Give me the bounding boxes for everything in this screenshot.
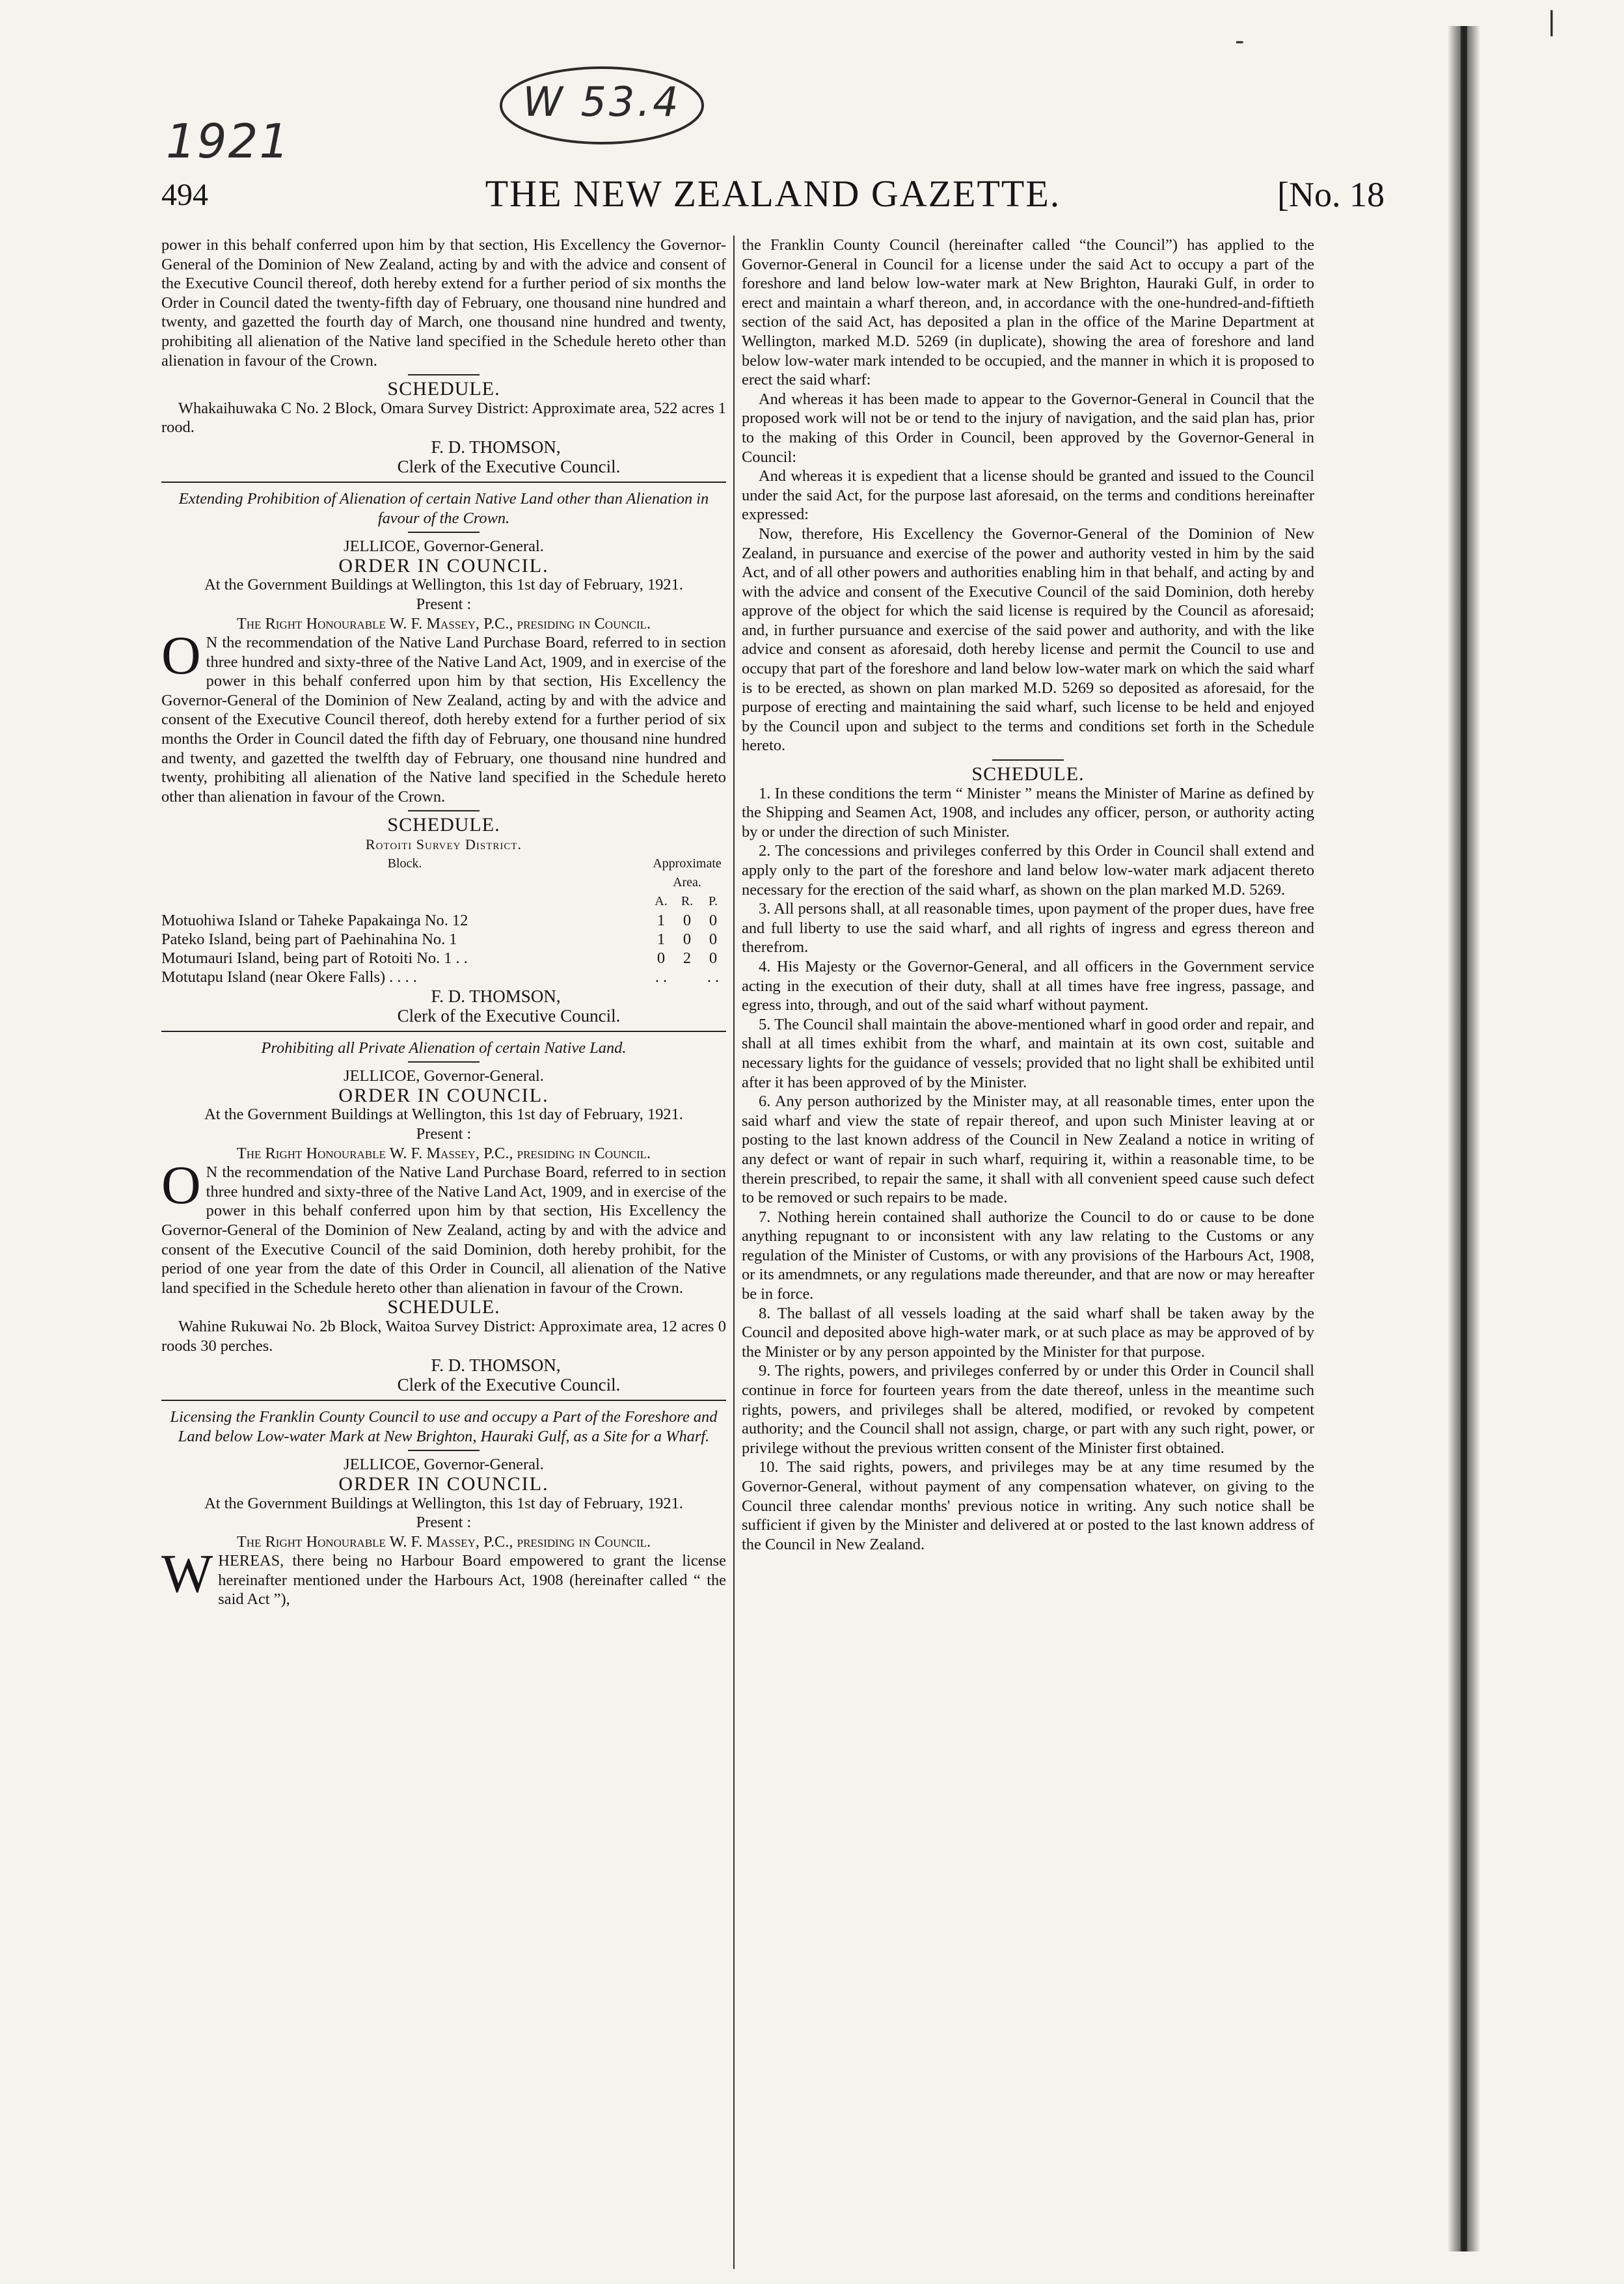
schedule-heading: SCHEDULE.: [387, 378, 500, 400]
column-header-area: Approximate Area.: [653, 856, 722, 890]
order-place-date: At the Government Buildings at Wellington, this 1st day of February, 1921.: [204, 1494, 683, 1512]
order-body-text: N the recommendation of the Native Land Purchase Board, referred to in section three hundred and sixty-three of the Native Land Act, 1909, and in exercise of the power in this behalf conferred upon him by that section, His Excellency the Governor-General of the Dominion of New Zealand, acting by and with the advice and consent of the Executive Council of the said Dominion, doth hereby prohibit, for the period of one year from the date of this Order in Council, all alienation of the Native land specified in the Schedule hereto other than alienation in favour of the Crown.: [161, 1163, 726, 1297]
issue-number: [No. 18: [1277, 175, 1385, 214]
governor-line: JELLICOE, Governor-General.: [344, 537, 544, 556]
condition-3: 3. All persons shall, at all reasonable times, upon payment of the proper dues, have free and full liberty to use the said wharf, and all rights of ingress and egress thereon and therefrom.: [742, 900, 1314, 957]
gazette-header: [161, 172, 1385, 221]
order-place-date: At the Government Buildings at Wellington, this 1st day of February, 1921.: [204, 1106, 683, 1124]
condition-7: 7. Nothing herein contained shall authorize the Council to do or cause to be done anything repugnant to or inconsistent with any law relating to the Customs or any regulation of the Minister of Customs, or with any provisions of the Harbours Act, 1908, or its amendmnets, or any regulations made thereunder, and that are now or may hereafter be in force.: [742, 1208, 1314, 1303]
order-paragraph: And whereas it has been made to appear to the Governor-General in Council that the proposed work will not be or tend to the injury of navigation, and the said plan has, prior to the making of this Order in Council, been approved by the Governor-General in Council:: [742, 390, 1314, 466]
condition-9: 9. The rights, powers, and privileges conferred by or under this Order in Council shall continue in force for fourteen years from the date thereof, unless in the meantime such rights, powers, and privileges shall be altered, modified, or revoked by competent authority; and the Council shall not assign, charge, or part with any such right, power, or privilege without the previous written consent of the Minister first obtained.: [742, 1362, 1314, 1457]
schedule-text: Wahine Rukuwai No. 2b Block, Waitoa Survey District: Approximate area, 12 acres 0 roods 30 perches.: [161, 1317, 726, 1355]
block-cell: Pateko Island, being part of Paehinahina No. 1: [161, 930, 457, 948]
order-paragraph: the Franklin County Council (hereinafter called “the Council”) has applied to the Governor-General in Council for a license under the said Act to occupy a part of the foreshore and land below low-water mark at New Brighton, Hauraki Gulf, in order to erect and maintain a wharf thereon, and, in accordance with the one-hundred-and-fiftieth section of the said Act, has deposited a plan in the office of the Marine Department at Wellington, marked M.D. 5269 (in duplicate), showing the area of foreshore and land below low-water mark intended to be occupied, and the manner in which it is proposed to erect the said wharf:: [742, 236, 1314, 389]
roods-cell: [674, 968, 700, 986]
order-heading: ORDER IN COUNCIL.: [338, 554, 549, 577]
unit-acres: A.: [655, 893, 668, 908]
schedule-district: Rotoiti Survey District.: [365, 836, 522, 853]
stray-mark: -: [1235, 26, 1245, 56]
block-cell: Motumauri Island, being part of Rotoiti No. 1 . .: [161, 949, 468, 967]
perches-cell: 0: [709, 911, 718, 929]
order-heading: ORDER IN COUNCIL.: [338, 1473, 549, 1495]
presiding-line: The Right Honourable W. F. Massey, P.C., presiding in Council.: [236, 1532, 651, 1551]
order-place-date: At the Government Buildings at Wellington, this 1st day of February, 1921.: [204, 576, 683, 594]
acres-cell: 0: [656, 949, 666, 967]
table-row: [161, 930, 726, 949]
unit-roods: R.: [681, 893, 694, 908]
roods-cell: 0: [683, 930, 692, 948]
present-label: Present :: [416, 1125, 472, 1143]
order-heading: ORDER IN COUNCIL.: [338, 1084, 549, 1106]
table-row: [161, 949, 726, 968]
right-column: [742, 236, 1314, 2272]
present-label: Present :: [416, 1514, 472, 1532]
presiding-line: The Right Honourable W. F. Massey, P.C., presiding in Council.: [236, 614, 651, 632]
handwritten-year: 1921: [166, 114, 291, 169]
stamp-text: W 53.4: [522, 78, 681, 126]
dash-rule: [408, 374, 480, 375]
order-body: [161, 625, 726, 806]
schedule-heading: SCHEDULE.: [387, 1296, 500, 1318]
section-rule: [161, 1031, 726, 1032]
signature-name: F. D. THOMSON,: [431, 1355, 561, 1376]
gazette-title: THE NEW ZEALAND GAZETTE.: [485, 172, 1061, 215]
order-paragraph: Now, therefore, His Excellency the Governor-General of the Dominion of New Zealand, in pursuance and exercise of the power and authority vested in him by the said Act, and of all other powers and authorities enabling him in that behalf, and acting by and with the advice and consent of the Executive Council of the said Dominion, doth hereby approve of the object for which the said license is required by the Council as aforesaid; and, in further pursuance and exercise of the said power and authority, and with the like advice and consent as aforesaid, doth hereby license and permit the Council to use and occupy that part of the foreshore and land below low-water mark on which the said wharf is to be erected, as shown on plan marked M.D. 5269 so deposited as aforesaid, for the purpose of erecting and maintaining the said wharf, such license to be held and enjoyed by the Council upon and subject to the terms and conditions set forth in the Schedule hereto.: [742, 524, 1314, 755]
dash-rule: [408, 1450, 480, 1451]
column-header-block: Block.: [387, 856, 422, 871]
condition-6: 6. Any person authorized by the Minister may, at all reasonable times, enter upon the said wharf and view the state of repair thereof, and upon such Minister leaving at or posting to the last known address of the Council in New Zealand a notice in writing of any defect or want of repair in such wharf, requiring it, within a reasonable time, to be therein prescribed, to repair the same, it shall with all convenient speed cause such defect to be removed or such repairs to be made.: [742, 1093, 1314, 1207]
acres-cell: 1: [656, 911, 666, 929]
signature-role: Clerk of the Executive Council.: [397, 1375, 621, 1395]
stray-mark-right: |: [1547, 7, 1556, 36]
drop-cap: O: [161, 1155, 201, 1216]
dash-rule: [992, 759, 1064, 761]
section-rule: [161, 1400, 726, 1401]
drop-cap: W: [161, 1543, 213, 1605]
binding-edge-icon: [1435, 26, 1493, 2251]
table-header-row: [161, 854, 726, 892]
signature-block: [161, 1355, 726, 1394]
perches-cell: . .: [707, 968, 720, 986]
present-label: Present :: [416, 595, 472, 613]
acres-cell: 1: [656, 930, 666, 948]
block-cell: Motutapu Island (near Okere Falls) . . . .: [161, 968, 417, 986]
roods-cell: 0: [683, 911, 692, 929]
signature-name: F. D. THOMSON,: [431, 986, 561, 1006]
schedule-heading: SCHEDULE.: [387, 814, 500, 836]
order-body: [161, 1543, 726, 1609]
column-divider: [733, 236, 735, 2269]
condition-5: 5. The Council shall maintain the above-mentioned wharf in good order and repair, and shall at all times exhibit from the wharf, and maintain at its own cost, suitable and necessary lights for the guidance of vessels; provided that no light shall be exhibited until after it has been approved of by the Minister.: [742, 1015, 1314, 1091]
governor-line: JELLICOE, Governor-General.: [344, 1067, 544, 1085]
schedule-table: [161, 854, 726, 986]
signature-block: [161, 437, 726, 476]
order-title: Prohibiting all Private Alienation of certain Native Land.: [261, 1039, 627, 1057]
left-column: [161, 236, 726, 2272]
page-number: 494: [161, 178, 208, 212]
order-body-text: HEREAS, there being no Harbour Board empowered to grant the license hereinafter mentioned under the Harbours Act, 1908 (hereinafter called “ the said Act ”),: [218, 1552, 726, 1609]
dash-rule: [408, 1061, 480, 1063]
unit-perches: P.: [709, 893, 718, 908]
table-row: [161, 911, 726, 930]
section-rule: [161, 482, 726, 483]
condition-4: 4. His Majesty or the Governor-General, and all officers in the Government service acting in the execution of their duty, shall at all times have free ingress, passage, and egress into, through, and out of the said wharf without payment.: [742, 957, 1314, 1014]
order-title: Extending Prohibition of Alienation of certain Native Land other than Alienation in favour of the Crown.: [178, 489, 709, 527]
binding-edge: [1435, 26, 1493, 2251]
signature-role: Clerk of the Executive Council.: [397, 1005, 621, 1026]
continuation-paragraph: power in this behalf conferred upon him by that section, His Excellency the Governor-General of the Dominion of New Zealand, acting by and with the advice and consent of the Executive Council thereof, doth hereby extend for a further period of six months the Order in Council dated the twenty-fifth day of February, one thousand nine hundred and twenty, and gazetted the fourth day of March, one thousand nine hundred and twenty, prohibiting all alienation of the Native land specified in the Schedule hereto other than alienation in favour of the Crown.: [161, 236, 726, 370]
order-body-text: N the recommendation of the Native Land Purchase Board, referred to in section three hundred and sixty-three of the Native Land Act, 1909, and in exercise of the power in this behalf conferred upon him by that section, His Excellency the Governor-General of the Dominion of New Zealand, acting by and with the advice and consent of the Executive Council thereof, doth hereby extend for a further period of six months the Order in Council dated the fifth day of February, one thousand nine hundred and twenty, and gazetted the twelfth day of February, one thousand nine hundred and twenty, prohibiting all alienation of the Native land specified in the Schedule hereto other than alienation in favour of the Crown.: [161, 634, 726, 806]
dash-rule: [408, 532, 480, 533]
table-row: [161, 968, 726, 986]
governor-line: JELLICOE, Governor-General.: [344, 1456, 544, 1474]
schedule-text: Whakaihuwaka C No. 2 Block, Omara Survey District: Approximate area, 522 acres 1 rood.: [161, 399, 726, 437]
condition-10: 10. The said rights, powers, and privileges may be at any time resumed by the Governor-General, without payment of any compensation whatever, on giving to the Council three calendar months' previous notice in writing. Any such notice shall be sufficient if given by the Minister and delivered at or posted to the last known address of the Council in New Zealand.: [742, 1458, 1314, 1553]
presiding-line: The Right Honourable W. F. Massey, P.C., presiding in Council.: [236, 1144, 651, 1162]
signature-role: Clerk of the Executive Council.: [397, 456, 621, 476]
signature-block: [161, 986, 726, 1026]
order-paragraph: And whereas it is expedient that a license should be granted and issued to the Council under the said Act, for the purpose last aforesaid, on the terms and conditions hereinafter expressed:: [742, 467, 1314, 524]
drop-cap: O: [161, 625, 201, 687]
order-body: [161, 1155, 726, 1298]
table-unit-row: [161, 892, 726, 911]
condition-2: 2. The concessions and privileges conferred by this Order in Council shall extend and apply only to the part of the foreshore and land below low-water mark adjacent thereto necessary for the erection of the said wharf, as shown on the plan marked M.D. 5269.: [742, 842, 1314, 899]
condition-8: 8. The ballast of all vessels loading at the said wharf shall be taken away by the Council and deposited above high-water mark, or at such place as may be approved of by the Minister or by any person appointed by the Minister for that purpose.: [742, 1304, 1314, 1361]
order-title: Licensing the Franklin County Council to use and occupy a Part of the Foreshore and Land below Low-water Mark at New Brighton, Hauraki Gulf, as a Site for a Wharf.: [170, 1408, 718, 1445]
archive-stamp: [494, 59, 709, 156]
acres-cell: . .: [655, 968, 668, 986]
block-cell: Motuohiwa Island or Taheke Papakainga No. 12: [161, 911, 468, 929]
perches-cell: 0: [709, 949, 718, 967]
perches-cell: 0: [709, 930, 718, 948]
roods-cell: 2: [683, 949, 692, 967]
condition-1: 1. In these conditions the term “ Minister ” means the Minister of Marine as defined by the Shipping and Seamen Act, 1908, and includes any officer, person, or authority acting by or under the direction of such Minister.: [742, 784, 1314, 841]
schedule-heading: SCHEDULE.: [971, 763, 1085, 785]
signature-name: F. D. THOMSON,: [431, 437, 561, 457]
dash-rule: [408, 810, 480, 811]
